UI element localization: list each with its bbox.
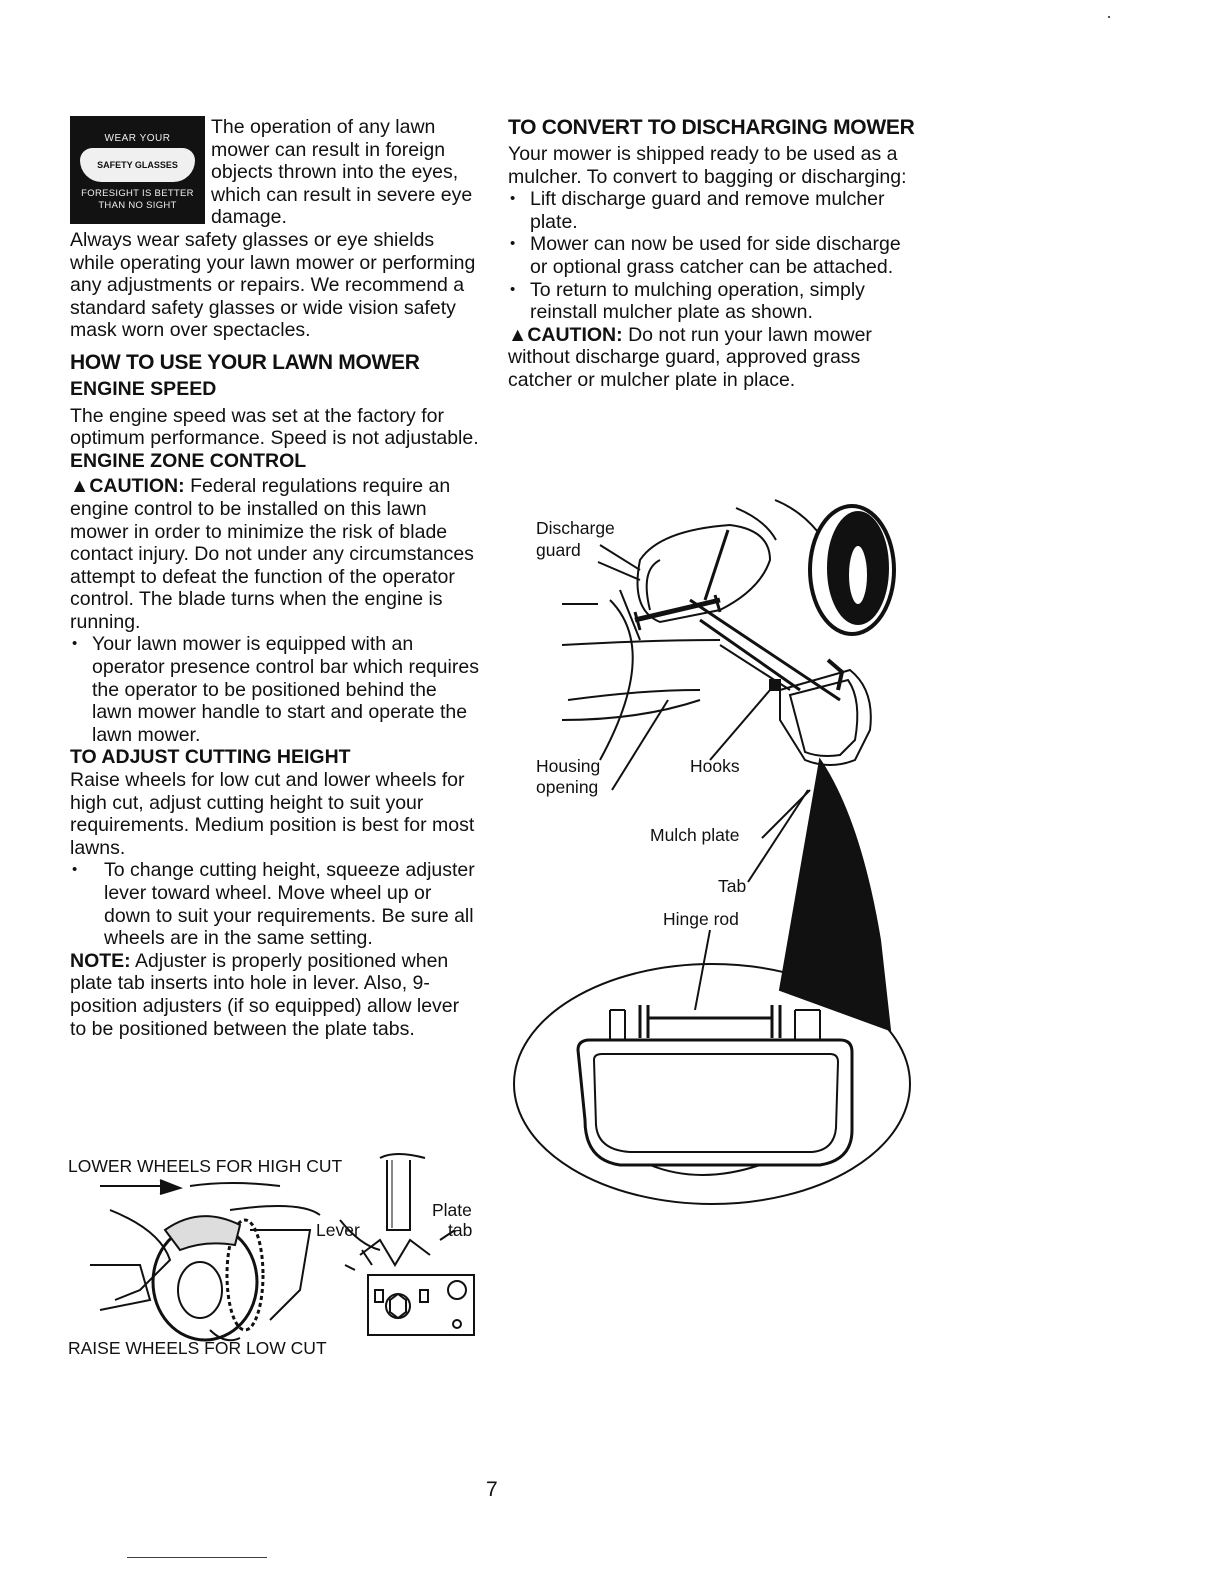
note-label: NOTE:	[70, 949, 131, 972]
heading-how-to-use: HOW TO USE YOUR LAWN MOWER	[70, 350, 420, 374]
caution-label: CAUTION:	[89, 475, 185, 498]
caution-text: Do not run your lawn mower without discharge guard, approved grass catcher or mulcher plate in place.	[508, 323, 872, 391]
warning-triangle-icon: ▲	[70, 475, 90, 498]
badge-bottom-text: FORESIGHT IS BETTER THAN NO SIGHT	[81, 188, 194, 211]
label-hooks: Hooks	[690, 756, 740, 776]
warning-triangle-icon: ▲	[508, 323, 528, 346]
page-number: 7	[486, 1478, 498, 1501]
heading-engine-zone: ENGINE ZONE CONTROL	[70, 449, 307, 472]
cutting-height-text: Raise wheels for low cut and lower wheels for high cut, adjust cutting height to suit your requirements. Medium position is best for most lawns.	[70, 769, 475, 859]
label-lower-wheels: LOWER WHEELS FOR HIGH CUT	[68, 1156, 343, 1176]
convert-bullet-3: • To return to mulching operation, simply reinstall mulcher plate as shown.	[508, 279, 918, 324]
convert-bullet-1: • Lift discharge guard and remove mulcher plate.	[508, 188, 918, 233]
label-raise-wheels: RAISE WHEELS FOR LOW CUT	[68, 1338, 327, 1358]
note-text: Adjuster is properly positioned when plate tab inserts into hole in lever. Also, 9-position adjusters (if so equipped) allow lever to be positioned between the plate tabs.	[70, 949, 460, 1040]
engine-speed-text: The engine speed was set at the factory for optimum performance. Speed is not adjustable.	[70, 404, 479, 450]
label-mulch-plate: Mulch plate	[650, 825, 740, 845]
zone-bullet: • Your lawn mower is equipped with an operator presence control bar which requires the operator to be positioned behind the lawn mower handle to start and operate the lawn mower.	[70, 633, 480, 746]
heading-cutting-height: TO ADJUST CUTTING HEIGHT	[70, 746, 351, 769]
badge-top-text: WEAR YOUR	[104, 133, 171, 144]
label-hinge-rod: Hinge rod	[663, 909, 739, 929]
intro-wrap-text: The operation of any lawn mower can result in foreign objects thrown into the eyes, which can result in severe eye damage.	[211, 116, 473, 229]
label-plate-tab: tab	[448, 1220, 473, 1240]
label-lever: Lever	[316, 1220, 360, 1240]
heading-convert: TO CONVERT TO DISCHARGING MOWER	[508, 116, 915, 139]
caution-text: Federal regulations require an engine control to be installed on this lawn mower in order to minimize the risk of blade contact injury. Do not under any circumstances attempt to defeat the function of the operator control. The blade turns when the engine is running.	[70, 475, 474, 633]
caution-label: CAUTION:	[527, 323, 623, 346]
convert-bullet-2: • Mower can now be used for side discharge or optional grass catcher can be attached.	[508, 233, 918, 278]
label-housing: Housing	[536, 756, 601, 776]
label-guard: guard	[536, 540, 581, 560]
glasses-lens-icon: SAFETY GLASSES	[80, 148, 195, 182]
convert-text: Your mower is shipped ready to be used as a mulcher. To convert to bagging or discharging:	[508, 143, 907, 188]
intro-rest-text: Always wear safety glasses or eye shields while operating your lawn mower or performing any adjustments or repairs. We recommend a standard safety glasses or wide vision safety mask worn over spectacles.	[70, 228, 476, 342]
label-plate: Plate	[432, 1200, 472, 1220]
label-tab: Tab	[718, 876, 747, 896]
label-opening: opening	[536, 777, 599, 797]
cutting-height-bullet: • To change cutting height, squeeze adjuster lever toward wheel. Move wheel up or down to suit your requirements. Be sure all wheels are in the same setting.	[70, 859, 480, 949]
label-discharge: Discharge	[536, 518, 615, 538]
footer-rule	[127, 1557, 267, 1558]
heading-engine-speed: ENGINE SPEED	[70, 377, 217, 400]
